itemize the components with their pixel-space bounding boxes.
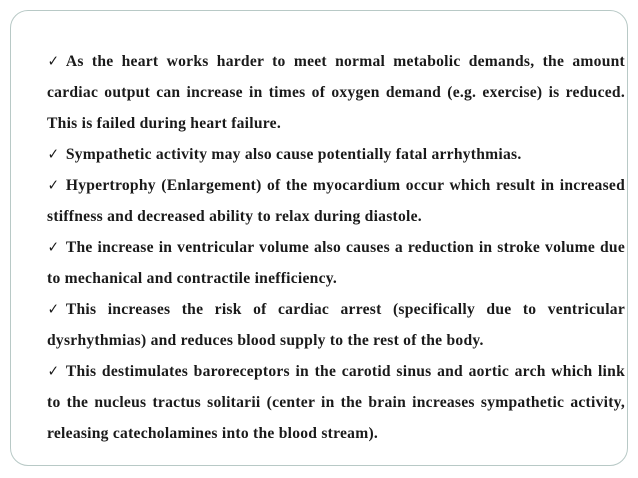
bullet-item — [47, 139, 625, 170]
bullet-item — [47, 356, 625, 449]
check-mark-icon: ✓ — [47, 362, 60, 380]
bullet-item — [47, 232, 625, 294]
bullet-text: Hypertrophy (Enlargement) of the myocardium occur which result in increased stiffness and decreased ability to relax during diastole. — [47, 177, 625, 225]
bullet-text: The increase in ventricular volume also causes a reduction in stroke volume due to mechanical and contractile inefficiency. — [47, 239, 625, 287]
bullet-item — [47, 170, 625, 232]
bullet-text: Sympathetic activity may also cause potentially fatal arrhythmias. — [65, 146, 522, 163]
slide-frame — [10, 10, 628, 466]
bullet-item — [47, 294, 625, 356]
bullet-text: As the heart works harder to meet normal metabolic demands, the amount cardiac output can increase in times of oxygen demand (e.g. exercise) is reduced. This is failed during heart failure. — [47, 53, 625, 132]
check-mark-icon: ✓ — [47, 300, 60, 318]
check-mark-icon: ✓ — [47, 145, 60, 163]
bullet-item — [47, 46, 625, 139]
check-mark-icon: ✓ — [47, 52, 60, 70]
bullet-list — [47, 46, 625, 449]
check-mark-icon: ✓ — [47, 176, 60, 194]
bullet-text: This destimulates baroreceptors in the carotid sinus and aortic arch which link to the nucleus tractus solitarii (center in the brain increases sympathetic activity, releasing catecholamines into the blood stream). — [47, 363, 625, 442]
bullet-text: This increases the risk of cardiac arrest (specifically due to ventricular dysrhythmias) and reduces blood supply to the rest of the body. — [47, 301, 625, 349]
check-mark-icon: ✓ — [47, 238, 60, 256]
